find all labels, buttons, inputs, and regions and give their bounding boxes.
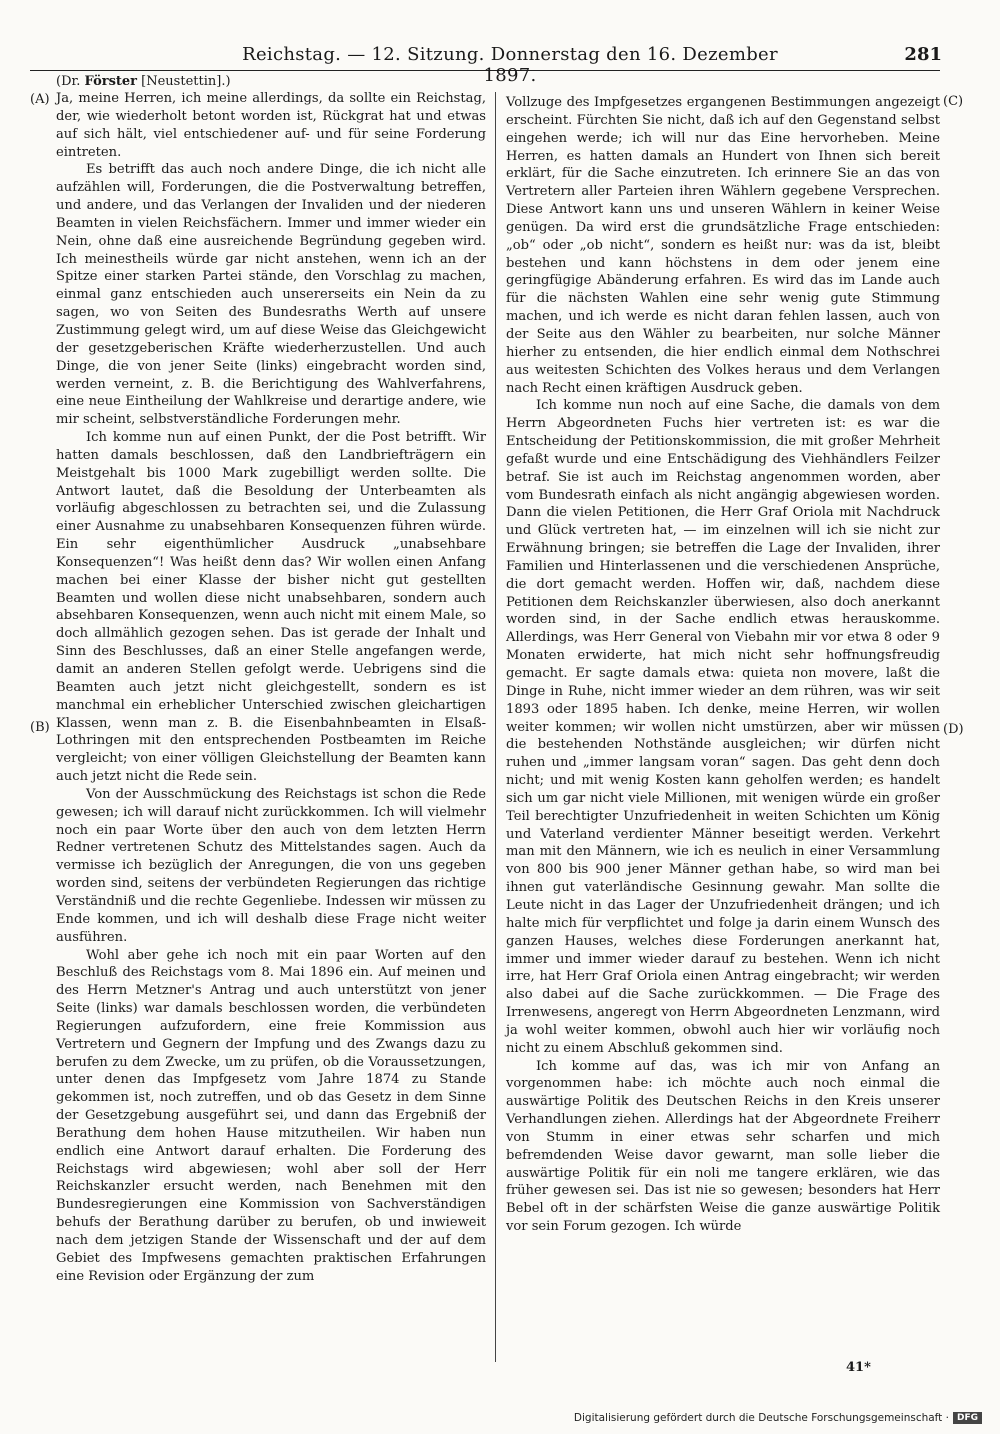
speaker-line: [56, 74, 231, 89]
paragraph: Es betrifft das auch noch andere Dinge, die ich nicht alle aufzählen will, Forderungen, die die Postverwaltung betreffen, und andere, und das Verlangen der Invaliden und der niederen Beamten in vielen Reichsfächern. Immer und immer wieder ein Nein, ohne daß eine ausreichende Begründung gegeben wird. Ich meinestheils würde gar nicht anstehen, wenn ich an der Spitze einer starken Partei stände, den Vorschlag zu machen, einmal ganz entschieden auch unsererseits ein Nein da zu sagen, wo von Seiten des Bundesraths Werth auf unsere Zustimmung gelegt wird, um auf diese Weise das Gleichgewicht der gesetzgeberischen Kräfte wiederherzustellen. Und auch Dinge, die von jener Seite (links) eingebracht worden sind, werden verneint, z. B. die Berichtigung des Wahlverfahrens, eine neue Eintheilung der Wahlkreise und derartige andere, wie mir scheint, selbstverständliche Forderungen mehr.: [56, 162, 486, 428]
left-column: [56, 90, 486, 1286]
margin-marker-d: (D): [943, 722, 964, 737]
paragraph: Wohl aber gehe ich noch mit ein paar Worten auf den Beschluß des Reichstags vom 8. Mai 1896 ein. Auf meinen und des Herrn Metzner's Antrag und auch unterstützt von jener Seite (links) war damals beschlossen worden, die verbündeten Regierungen aufzufordern, eine freie Kommission aus Vertretern und Gegnern der Impfung und des Zwangs dazu zu berufen zu dem Zwecke, um zu prüfen, ob die Voraussetzungen, unter denen das Impfgesetz vom Jahre 1874 zu Stande gekommen ist, noch zutreffen, und ob das Gesetz in dem Sinne der Gesetzgebung ausgeführt sei, und dann das Ergebniß der Berathung dem hohen Hause mitzutheilen. Wir haben nun endlich eine Antwort darauf erhalten. Die Forderung des Reichstags wird abgewiesen; wohl aber soll der Herr Reichskanzler ersucht werden, nach Benehmen mit den Bundesregierungen eine Kommission von Sachverständigen behufs der Berathung darüber zu berufen, ob und inwieweit nach dem jetzigen Stande der Wissenschaft und der auf dem Gebiet des Impfwesens gemachten praktischen Erfahrungen eine Revision oder Ergänzung der zum: [56, 947, 486, 1284]
page-number: 281: [904, 44, 942, 65]
margin-marker-c: (C): [943, 94, 964, 109]
speaker-suffix: [Neustettin].): [137, 74, 231, 89]
dfg-logo: DFG: [953, 1412, 982, 1424]
paragraph: Vollzuge des Impfgesetzes ergangenen Bestimmungen angezeigt erscheint. Fürchten Sie nicht, daß ich auf den Gegenstand selbst eingehen werde; ich will nur das Eine hervorheben. Meine Herren, es hatten damals an Hundert von Ihnen sich bereit erklärt, für die Sache einzutreten. Ich erinnere Sie an das von Vertretern aller Parteien ihren Wählern gegebene Versprechen. Diese Antwort kann uns und unseren Wählern in keiner Weise genügen. Da wird erst die grundsätzliche Frage entschieden: „ob“ oder „ob nicht“, sondern es heißt nur: was da ist, bleibt bestehen und kann höchstens in dem oder jenem eine geringfügige Abänderung erfahren. Es wird das im Lande auch für die nächsten Wahlen eine sehr wenig gute Stimmung machen, und ich werde es nicht daran fehlen lassen, auch von der Seite aus den Wähler zu bearbeiten, nur solche Männer hierher zu entsenden, die hier endlich einmal dem Nothschrei aus weitesten Schichten des Volkes heraus und dem Verlangen nach Recht einen kräftigen Ausdruck geben.: [506, 95, 940, 396]
margin-marker-a: (A): [30, 92, 50, 107]
paragraph: Ich komme nun noch auf eine Sache, die damals von dem Herrn Abgeordneten Fuchs hier vertreten ist: es war die Entscheidung der Petitionskommission, die mit großer Mehrheit gefaßt wurde und eine Entschädigung des Viehhändlers Feilzer betraf. Sie ist auch im Reichstag angenommen worden, aber vom Bundesrath einfach als nicht angängig abgewiesen worden. Dann die vielen Petitionen, die Herr Graf Oriola mit Nachdruck und Glück vertreten hat, — im einzelnen will ich sie nicht zur Erwähnung bringen; sie betreffen die Lage der Invaliden, ihrer Familien und Hinterlassenen und die verschiedenen Ansprüche, die dort gemacht werden. Hoffen wir, daß, nachdem diese Petitionen dem Reichskanzler überwiesen, also doch anerkannt worden sind, in der Sache endlich etwas herauskomme. Allerdings, was Herr General von Viebahn mir vor etwa 8 oder 9 Monaten erwiderte, hat mich nicht sehr hoffnungsfreudig gemacht. Er sagte damals etwa: quieta non movere, laßt die Dinge in Ruhe, nicht immer wieder an dem rühren, was wir seit 1893 oder 1895 haben. Ich denke, meine Herren, wir wollen weiter kommen; wir wollen nicht umstürzen, aber wir müssen die bestehenden Nothstände ausgleichen; wir dürfen nicht ruhen und „immer langsam voran“ sagen. Das geht denn doch nicht; und mit wenig Kosten kann geholfen werden; es handelt sich um gar nicht viele Millionen, mit wenigen würde ein großer Teil berechtigter Unzufriedenheit in weiten Schichten um König und Vaterland verdienter Männer beseitigt werden. Verkehrt man mit den Männern, wie ich es neulich in einer Versammlung von 800 bis 900 jener Männer gethan habe, so wird man bei ihnen gut vaterländische Gesinnung gewahr. Man sollte die Leute nicht in das Lager der Unzufriedenheit drängen; und ich halte mich für verpflichtet und folge ja darin einem Wunsch des ganzen Hauses, welches diese Forderungen anerkannt hat, immer und immer wieder darauf zu bestehen. Wenn ich nicht irre, hat Herr Graf Oriola einen Antrag eingebracht; wir werden also dabei auf die Sache zurückkommen. — Die Frage des Irrenwesens, angeregt von Herrn Abgeordneten Lenzmann, wird ja wohl weiter kommen, obwohl auch hier wir vorläufig noch nicht zu einem Abschluß gekommen sind.: [506, 398, 940, 1056]
paragraph: Ich komme nun auf einen Punkt, der die Post betrifft. Wir hatten damals beschlossen, daß den Landbriefträgern ein Meistgehalt bis 1000 Mark zugebilligt werden sollte. Die Antwort lautet, daß die Besoldung der Unterbeamten als vorläufig abgeschlossen zu betrachten sei, und die Zulassung einer Ausnahme zu unabsehbaren Konsequenzen führen würde. Ein sehr eigenthümlicher Ausdruck „unabsehbare Konsequenzen“! Was heißt denn das? Wir wollen einen Anfang machen bei einer Klasse der bisher nicht gut gestellten Beamten und wollen diese nicht unabsehbaren, sondern auch absehbaren Konsequenzen, wenn auch nicht mit einem Male, so doch allmählich gezogen sehen. Das ist gerade der Inhalt und Sinn des Beschlusses, daß an einer Stelle angefangen werde, damit an anderen Stellen gefolgt werde. Uebrigens sind die Beamten auch jetzt nicht gleichgestellt, sondern es ist manchmal ein erheblicher Unterschied zwischen gleichartigen Klassen, wenn man z. B. die Eisenbahnbeamten in Elsaß-Lothringen mit den entsprechenden Postbeamten im Reiche vergleicht; von einer völligen Gleichstellung der Beamten kann auch jetzt nicht die Rede sein.: [56, 430, 486, 785]
speaker-name: Förster: [84, 74, 138, 89]
speaker-prefix: (Dr.: [56, 74, 85, 89]
paragraph: Von der Ausschmückung des Reichstags ist schon die Rede gewesen; ich will darauf nicht zurückkommen. Ich will vielmehr noch ein paar Worte über den auch von dem letzten Herrn Redner vertretenen Schutz des Mittelstandes sagen. Auch da vermisse ich bezüglich der Anregungen, die von uns gegeben worden sind, seitens der verbündeten Regierungen das richtige Verständniß und die rechte Gegenliebe. Indessen wir müssen zu Ende kommen, und ich will deshalb diese Frage nicht weiter ausführen.: [56, 786, 486, 945]
paragraph: Ich komme auf das, was ich mir von Anfang an vorgenommen habe: ich möchte auch noch einmal die auswärtige Politik des Deutschen Reichs in den Kreis unserer Verhandlungen ziehen. Allerdings hat der Abgeordnete Freiherr von Stumm in einer etwas sehr scharfen und mich befremdenden Weise davor gewarnt, man solle lieber die auswärtige Politik für ein noli me tangere erklären, wie das früher gewesen sei. Das ist nie so gewesen; besonders hat Herr Bebel oft in der schärfsten Weise die ganze auswärtige Politik vor sein Forum gezogen. Ich würde: [506, 1058, 940, 1235]
sheet-signature: 41*: [846, 1360, 871, 1375]
running-title: Reichstag. — 12. Sitzung. Donnerstag den 16. Dezember 1897.: [242, 44, 778, 86]
footer-credit: Digitalisierung gefördert durch die Deutsche Forschungsgemeinschaft ·: [573, 1412, 949, 1424]
column-divider: [495, 92, 496, 1362]
footer: [574, 1412, 982, 1424]
paragraph: Ja, meine Herren, ich meine allerdings, da sollte ein Reichstag, der, wie wiederholt betont worden ist, Rückgrat hat und etwas auf sich hält, viel entschiedener auf- und für seine Forderung eintreten.: [56, 91, 486, 160]
right-column: [506, 94, 940, 1236]
margin-marker-b: (B): [30, 720, 50, 735]
